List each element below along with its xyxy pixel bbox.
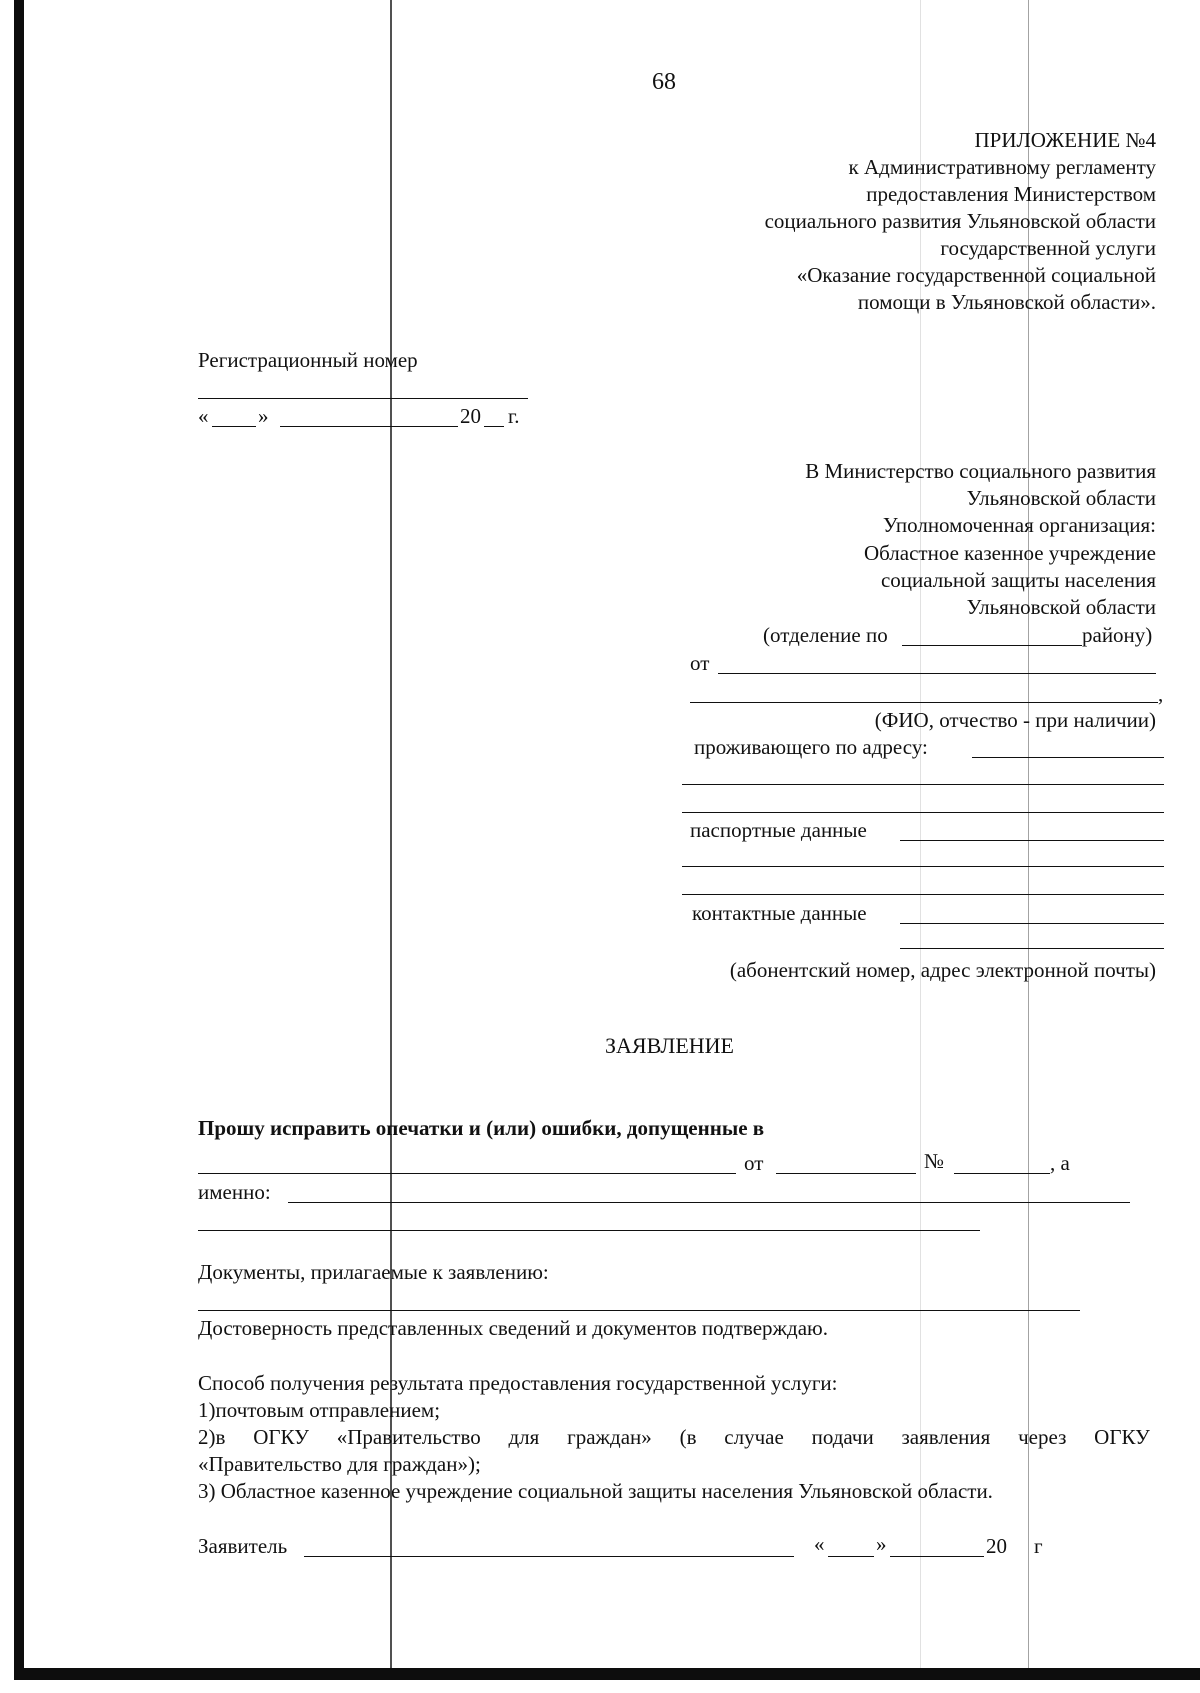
recipient-line: Уполномоченная организация: [882,513,1156,538]
annex-line: к Административному регламенту [848,155,1156,179]
recipient-line: Областное казенное учреждение [863,540,1156,565]
document-name-field[interactable] [198,1173,736,1174]
recipient-line: Ульяновской области [966,594,1156,619]
registration-date-open-quote: « [198,404,209,428]
method-option-2-continued: «Правительство для граждан»); [198,1452,481,1476]
errors-description-field-line-2[interactable] [198,1230,980,1231]
signature-day-field[interactable] [828,1556,874,1557]
address-label: проживающего по адресу: [694,735,928,759]
contact-field[interactable] [900,923,1164,924]
method-option-2-word: ОГКУ [253,1425,309,1449]
method-option-2 [198,1427,1150,1448]
from-label: от [690,651,710,675]
recipient-line: В Министерство социального развития [805,459,1156,483]
contact-label: контактные данные [692,901,867,925]
method-option-1: 1)почтовым отправлением; [198,1398,441,1422]
annex-line: государственной услуги [940,236,1156,260]
name-comma: , [1158,682,1164,706]
registration-date-close-quote: » [258,404,269,428]
errors-description-field[interactable] [288,1202,1130,1203]
passport-field-line-2[interactable] [682,866,1164,867]
registration-number-field[interactable] [198,398,528,399]
method-option-2-word: граждан» [567,1425,652,1449]
registration-year-suffix: г. [508,404,520,428]
signature-year-suffix: г [1034,1534,1043,1558]
signature-month-field[interactable] [890,1556,984,1557]
method-option-2-word: случае [724,1425,784,1449]
annex-line: «Оказание государственной социальной [796,263,1156,287]
passport-field[interactable] [900,840,1164,841]
documents-field[interactable] [198,1310,1080,1311]
document-number-field[interactable] [954,1173,1050,1174]
annex-line: предоставления Министерством [866,182,1156,206]
passport-label: паспортные данные [690,818,867,842]
signature-date-open-quote: « [814,1532,825,1556]
passport-field-line-3[interactable] [682,894,1164,895]
method-option-2-word: для [508,1425,540,1449]
method-title: Способ получения результата предоставления государственной услуги: [198,1371,838,1395]
page-number: 68 [652,69,676,95]
annex-header [556,130,1156,319]
method-option-2-word: (в [679,1425,697,1449]
applicant-name-field-continued[interactable] [690,702,1158,703]
registration-label: Регистрационный номер [198,348,418,372]
address-field-line-2[interactable] [682,784,1164,785]
signature-field[interactable] [304,1556,794,1557]
request-text: Прошу исправить опечатки и (или) ошибки, допущенные в [198,1116,765,1140]
contact-field-line-2[interactable] [900,948,1164,949]
address-field[interactable] [972,757,1164,758]
scan-border-bottom [14,1668,1200,1680]
applicant-name-field[interactable] [718,673,1156,674]
confirmation-text: Достоверность представленных сведений и документов подтверждаю. [198,1316,828,1340]
department-suffix: району) [1082,623,1153,647]
annex-line: социального развития Ульяновской области [764,209,1156,233]
document-title: ЗАЯВЛЕНИЕ [605,1033,734,1058]
signature-label: Заявитель [198,1534,288,1558]
documents-label: Документы, прилагаемые к заявлению: [198,1260,549,1284]
method-option-2-word: подачи [811,1425,874,1449]
registration-year-prefix: 20 [460,404,481,428]
scan-border-left [14,0,24,1678]
method-option-2-word: 2)в [198,1425,226,1449]
department-field[interactable] [902,645,1082,646]
signature-year-prefix: 20 [986,1534,1007,1558]
recipient-line: социальной защиты населения [880,567,1156,592]
request-a-label: , а [1050,1151,1070,1175]
namely-label: именно: [198,1180,271,1204]
document-date-field[interactable] [776,1173,916,1174]
annex-line: ПРИЛОЖЕНИЕ №4 [974,128,1156,152]
registration-day-field[interactable] [212,426,256,427]
department-prefix: (отделение по [763,623,888,647]
recipient-block [556,461,1156,624]
signature-date-close-quote: » [876,1532,887,1556]
method-option-3: 3) Областное казенное учреждение социальной защиты населения Ульяновской области. [198,1479,993,1503]
registration-year-field[interactable] [484,426,504,427]
method-option-2-word: ОГКУ [1094,1425,1150,1449]
annex-line: помощи в Ульяновской области». [857,290,1156,314]
method-option-2-word: через [1018,1425,1067,1449]
recipient-line: Ульяновской области [966,486,1156,511]
request-number-label: № [924,1149,945,1173]
method-option-2-word: заявления [901,1425,991,1449]
request-from-label: от [744,1151,764,1175]
method-option-2-word: «Правительство [336,1425,481,1449]
registration-month-field[interactable] [280,426,458,427]
fio-hint: (ФИО, отчество - при наличии) [874,708,1156,732]
address-field-line-3[interactable] [682,812,1164,813]
contact-hint: (абонентский номер, адрес электронной почты) [729,958,1156,982]
